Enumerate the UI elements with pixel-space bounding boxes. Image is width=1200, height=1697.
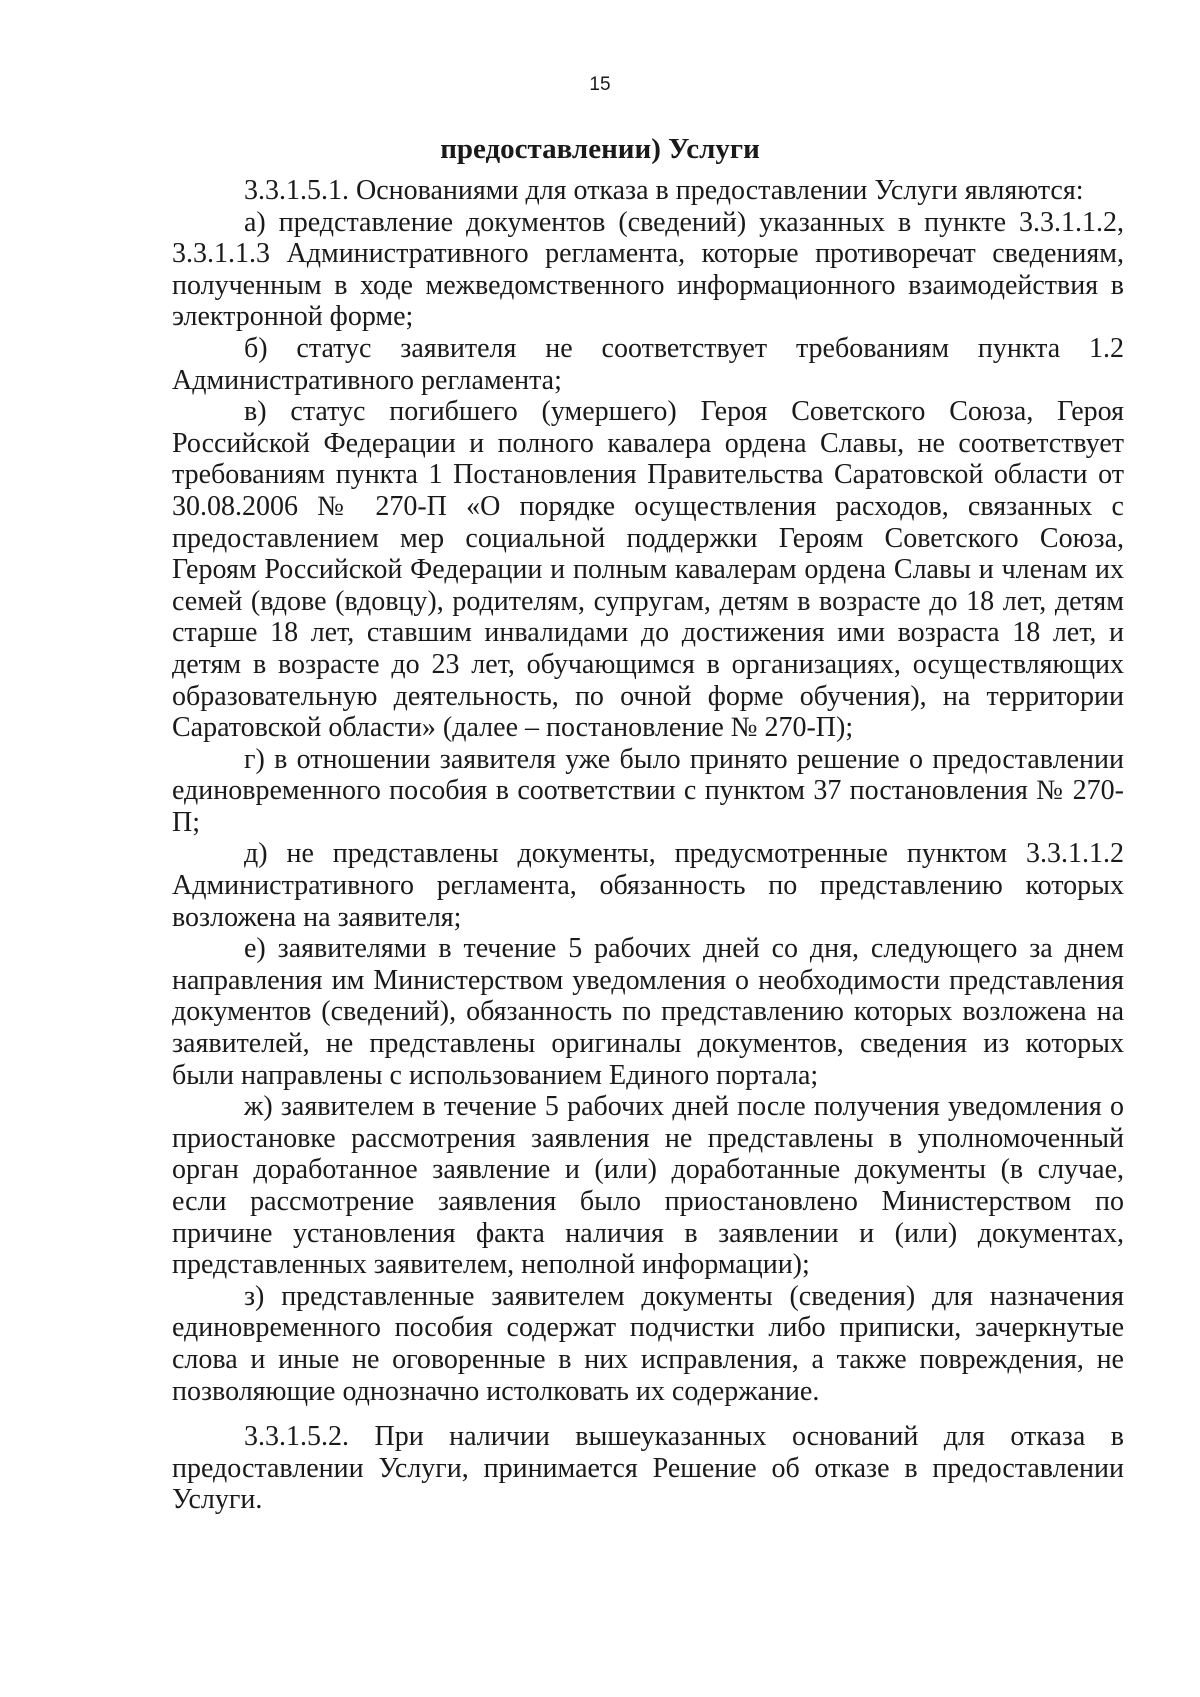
paragraph-item-a: а) представление документов (сведений) указанных в пункте 3.3.1.1.2, 3.3.1.1.3 Административного регламента, которые противоречат сведениям, полученным в ходе межведомственного информационного взаимодействия в электронной форме; <box>172 206 1124 333</box>
paragraph-item-v: в) статус погибшего (умершего) Героя Советского Союза, Героя Российской Федерации и полного кавалера ордена Славы, не соответствует требованиям пункта 1 Постановления Правительства Саратовской области от 30.08.2006 № 270-П «О порядке осуществления расходов, связанных с предоставлением мер социальной поддержки Героям Советского Союза, Героям Российской Федерации и полным кавалерам ордена Славы и членам их семей (вдове (вдовцу), родителям, супругам, детям в возрасте до 18 лет, детям старше 18 лет, ставшим инвалидами до достижения ими возраста 18 лет, и детям в возрасте до 23 лет, обучающимся в организациях, осуществляющих образовательную деятельность, по очной форме обучения), на территории Саратовской области» (далее – постановление № 270-П); <box>172 396 1124 744</box>
paragraph-item-zh: ж) заявителем в течение 5 рабочих дней после получения уведомления о приостановке рассмотрения заявления не представлены в уполномоченный орган доработанное заявление и (или) доработанные документы (в случае, если рассмотрение заявления было приостановлено Министерством по причине установления факта наличия в заявлении и (или) документах, представленных заявителем, неполной информации); <box>172 1091 1124 1281</box>
document-body <box>172 175 1124 1516</box>
paragraph-item-g: г) в отношении заявителя уже было принято решение о предоставлении единовременного пособия в соответствии с пунктом 37 постановления № 270-П; <box>172 743 1124 838</box>
section-heading: предоставлении) Услуги <box>440 133 760 165</box>
paragraph-item-e: е) заявителями в течение 5 рабочих дней со дня, следующего за днем направления им Министерством уведомления о необходимости представления документов (сведений), обязанность по представлению которых возложена на заявителей, не представлены оригиналы документов, сведения из которых были направлены с использованием Единого портала; <box>172 933 1124 1091</box>
paragraph-item-d: д) не представлены документы, предусмотренные пунктом 3.3.1.1.2 Административного регламента, обязанность по представлению которых возложена на заявителя; <box>172 838 1124 933</box>
paragraph-item-b: б) статус заявителя не соответствует требованиям пункта 1.2 Административного регламента; <box>172 332 1124 396</box>
page-number: 15 <box>589 74 611 95</box>
paragraph-item-z: з) представленные заявителем документы (сведения) для назначения единовременного пособия содержат подчистки либо приписки, зачеркнутые слова и иные не оговоренные в них исправления, а также повреждения, не позволяющие однозначно истолковать их содержание. <box>172 1280 1124 1407</box>
paragraph-3-3-1-5-1: 3.3.1.5.1. Основаниями для отказа в предоставлении Услуги являются: <box>244 175 1084 206</box>
paragraph-3-3-1-5-2: 3.3.1.5.2. При наличии вышеуказанных оснований для отказа в предоставлении Услуги, принимается Решение об отказе в предоставлении Услуги. <box>172 1421 1124 1516</box>
